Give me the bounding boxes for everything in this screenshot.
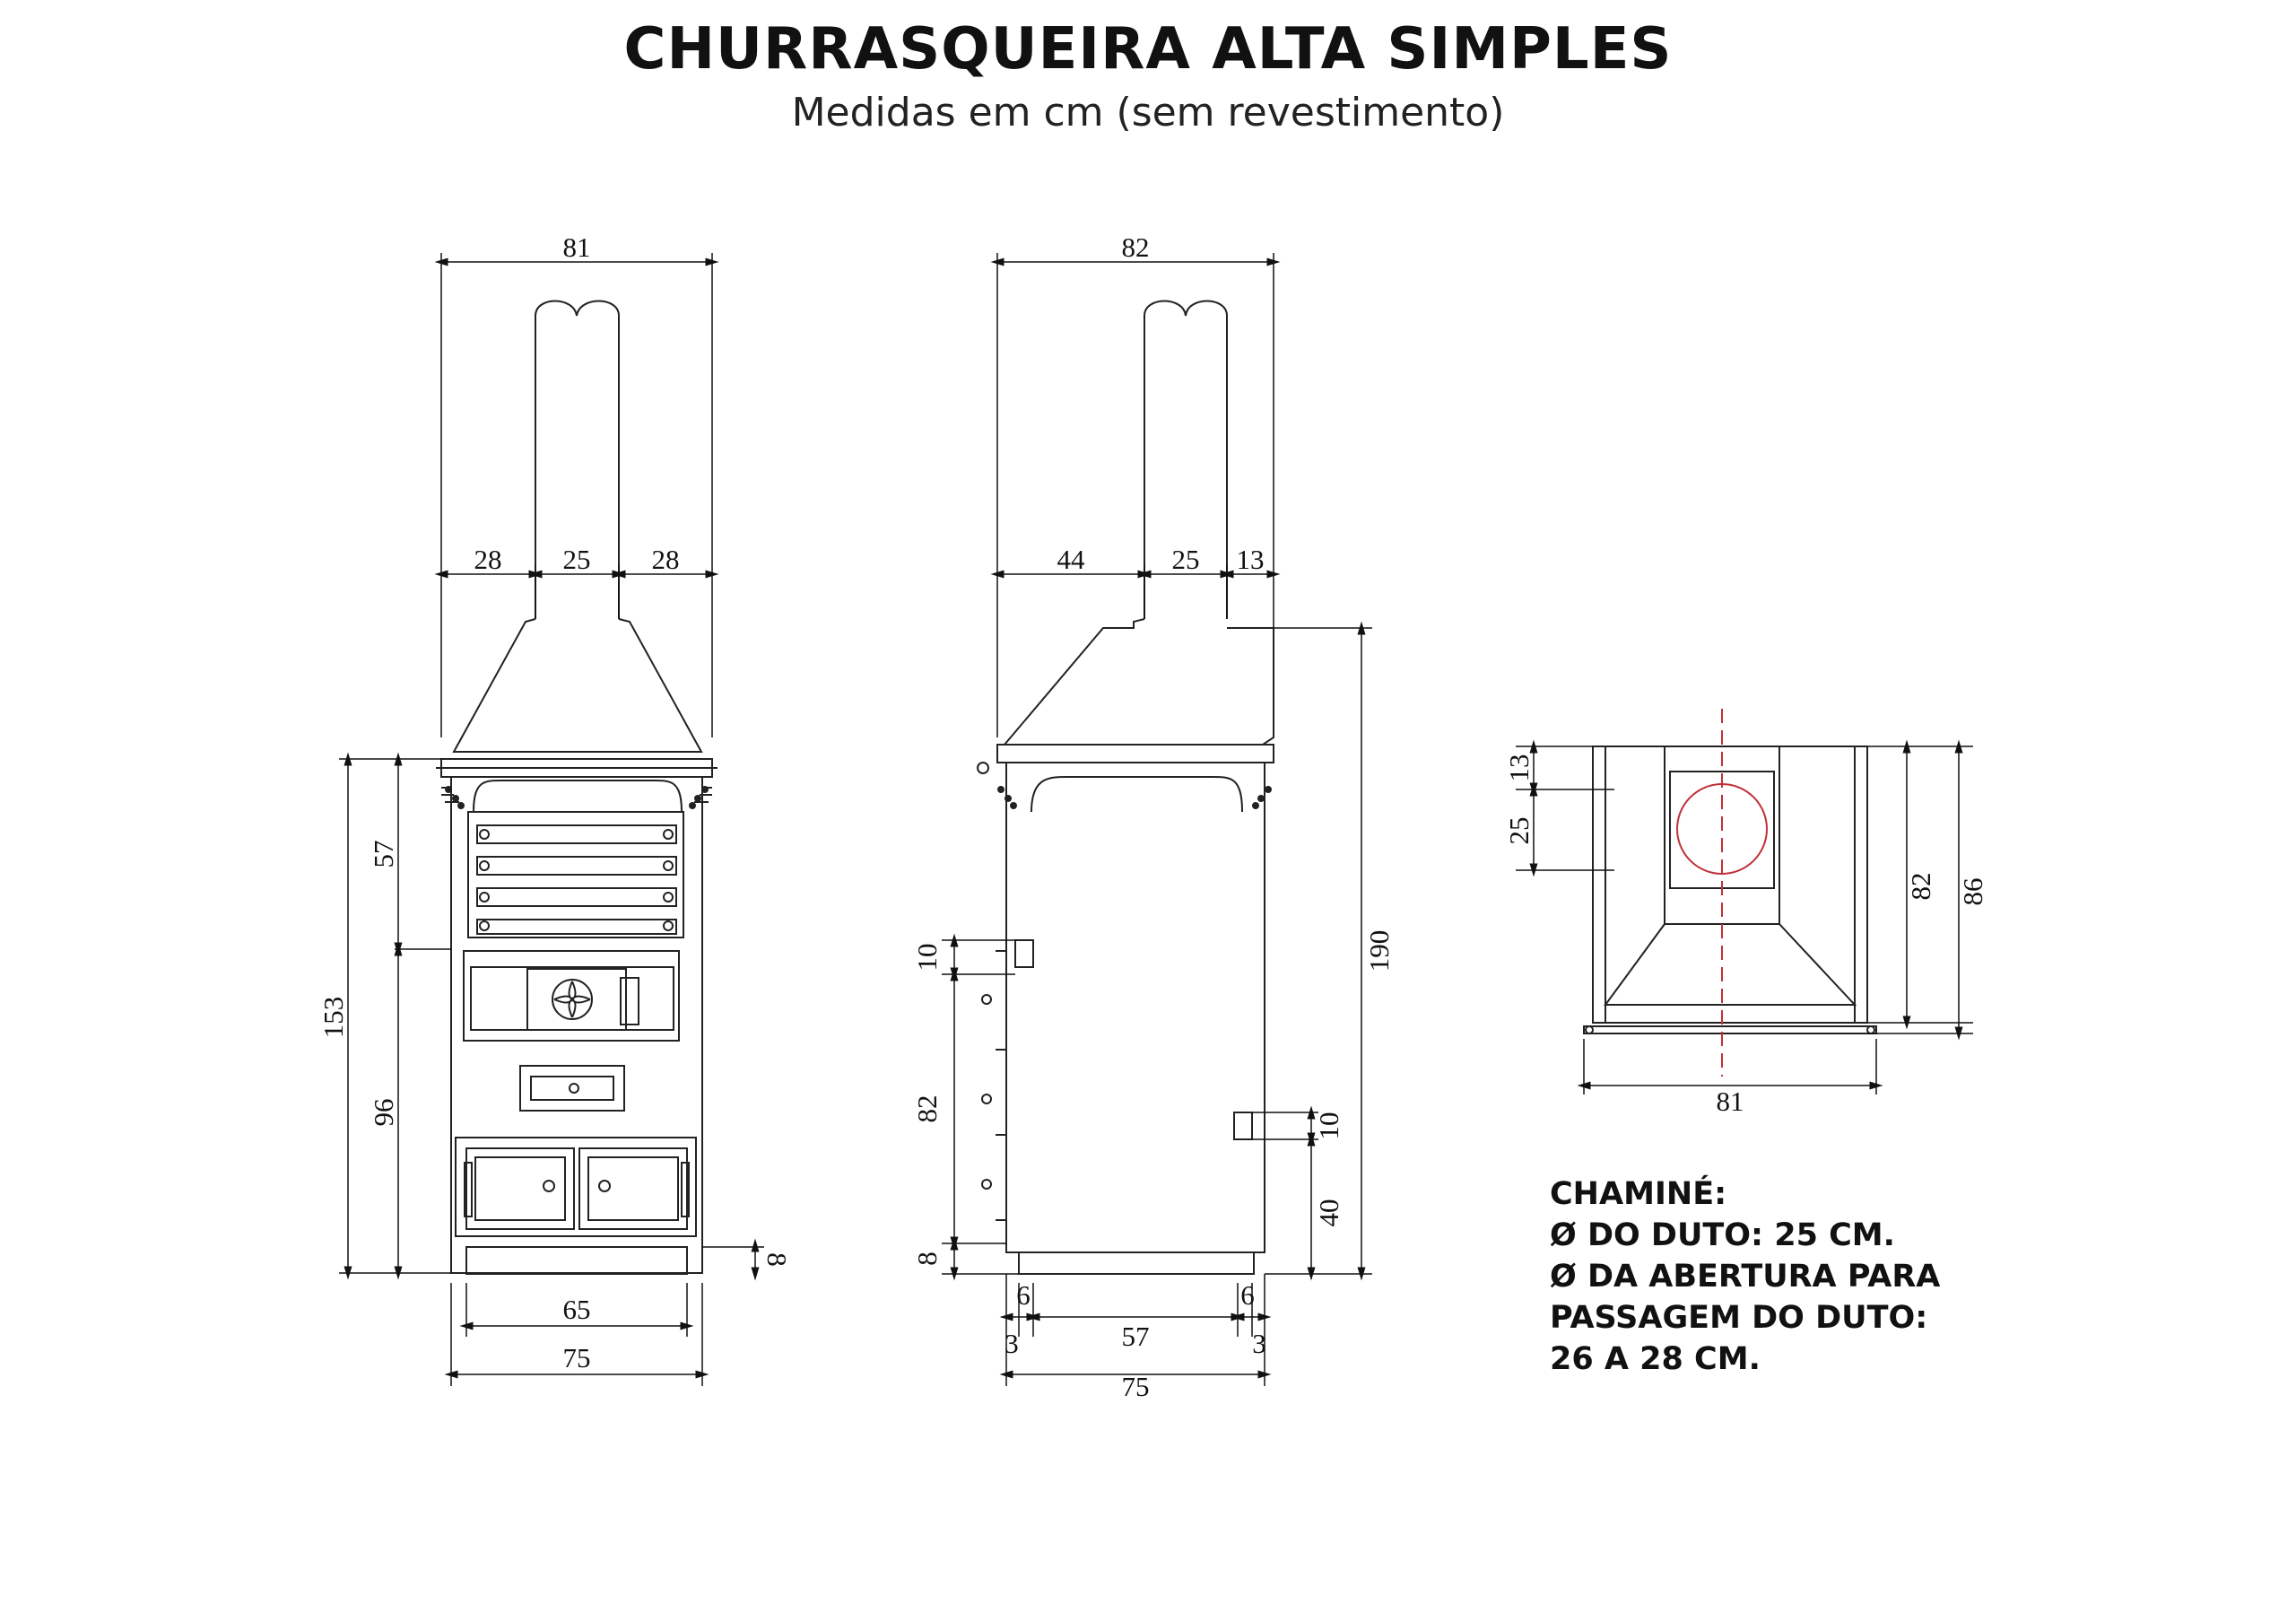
side-dim-body-width: 75 bbox=[1121, 1371, 1150, 1402]
front-view bbox=[436, 301, 718, 1275]
side-dim-right-inset: 6 bbox=[1240, 1279, 1255, 1311]
top-dim-width: 81 bbox=[1716, 1086, 1744, 1117]
side-right-window bbox=[1234, 1112, 1252, 1139]
side-dim-back-offset: 44 bbox=[1057, 544, 1085, 575]
drawing-title: CHURRASQUEIRA ALTA SIMPLES bbox=[623, 16, 1673, 83]
front-firebox bbox=[464, 951, 679, 1041]
note-line: PASSAGEM DO DUTO: bbox=[1550, 1300, 1928, 1336]
front-chimney-top bbox=[535, 301, 619, 317]
note-line: Ø DO DUTO: 25 CM. bbox=[1550, 1217, 1895, 1253]
side-dim-door-height: 10 bbox=[911, 943, 943, 972]
top-dim-86: 86 bbox=[1957, 877, 1988, 906]
top-duct bbox=[1677, 709, 1767, 1077]
front-dim-body-width: 75 bbox=[562, 1342, 591, 1373]
front-dim-height-lower: 96 bbox=[368, 1098, 399, 1127]
front-dim-base-height: 8 bbox=[761, 1252, 793, 1267]
front-bracket-right bbox=[690, 787, 712, 808]
top-cornice bbox=[1584, 1026, 1876, 1033]
side-arch bbox=[1031, 777, 1242, 812]
side-cornice bbox=[997, 745, 1274, 763]
front-base bbox=[466, 1247, 687, 1274]
side-hood bbox=[1004, 619, 1274, 745]
side-dim-base-height: 8 bbox=[911, 1251, 943, 1266]
top-dim-13: 13 bbox=[1503, 754, 1535, 782]
side-dim-middle-height: 82 bbox=[911, 1094, 943, 1123]
note-line: Ø DA ABERTURA PARA bbox=[1550, 1259, 1941, 1295]
side-body bbox=[1006, 763, 1265, 1252]
front-dim-height-upper: 57 bbox=[368, 840, 399, 868]
front-firebox-door bbox=[527, 969, 626, 1030]
side-dim-total-height: 190 bbox=[1363, 929, 1395, 972]
front-oven-frame bbox=[456, 1138, 696, 1236]
side-dim-right-small: 3 bbox=[1252, 1328, 1266, 1359]
side-view bbox=[978, 301, 1274, 1275]
top-dim-82: 82 bbox=[1905, 872, 1936, 901]
front-hood bbox=[454, 619, 701, 752]
side-base bbox=[1019, 1252, 1254, 1274]
side-dim-front-offset: 13 bbox=[1236, 544, 1265, 575]
front-dim-duct-width: 25 bbox=[562, 544, 591, 575]
side-dim-right-door-height: 10 bbox=[1313, 1112, 1344, 1140]
side-dim-left-small: 3 bbox=[1004, 1328, 1019, 1359]
front-dim-left-offset: 28 bbox=[474, 544, 502, 575]
front-dim-height-total: 153 bbox=[317, 996, 349, 1039]
side-door-window bbox=[1015, 940, 1033, 967]
top-dim-25: 25 bbox=[1503, 816, 1535, 845]
front-dim-right-offset: 28 bbox=[651, 544, 680, 575]
front-body bbox=[451, 777, 702, 1273]
front-ash-door bbox=[520, 1066, 624, 1111]
side-chimney-top bbox=[1144, 301, 1227, 317]
front-oven-door-right bbox=[579, 1148, 687, 1229]
top-outline bbox=[1593, 746, 1867, 1023]
drawing-subtitle: Medidas em cm (sem revestimento) bbox=[791, 90, 1505, 135]
side-dim-left-inset: 6 bbox=[1016, 1279, 1031, 1311]
front-dim-base-width: 65 bbox=[562, 1294, 591, 1325]
chimney-notes bbox=[1550, 1173, 1940, 1380]
front-arch bbox=[474, 780, 682, 812]
side-dim-duct-width: 25 bbox=[1171, 544, 1200, 575]
note-line: 26 A 28 CM. bbox=[1550, 1341, 1761, 1377]
front-oven-door-left bbox=[466, 1148, 574, 1229]
side-dim-right-lower: 40 bbox=[1313, 1199, 1344, 1227]
side-dim-inner-width: 57 bbox=[1121, 1321, 1150, 1352]
side-bracket-right bbox=[1253, 787, 1271, 808]
front-bracket-left bbox=[441, 787, 464, 808]
top-view bbox=[1584, 746, 1876, 1033]
note-line: CHAMINÉ: bbox=[1550, 1176, 1727, 1212]
side-dim-top-width: 82 bbox=[1121, 231, 1150, 263]
front-dim-top-width: 81 bbox=[562, 231, 591, 263]
